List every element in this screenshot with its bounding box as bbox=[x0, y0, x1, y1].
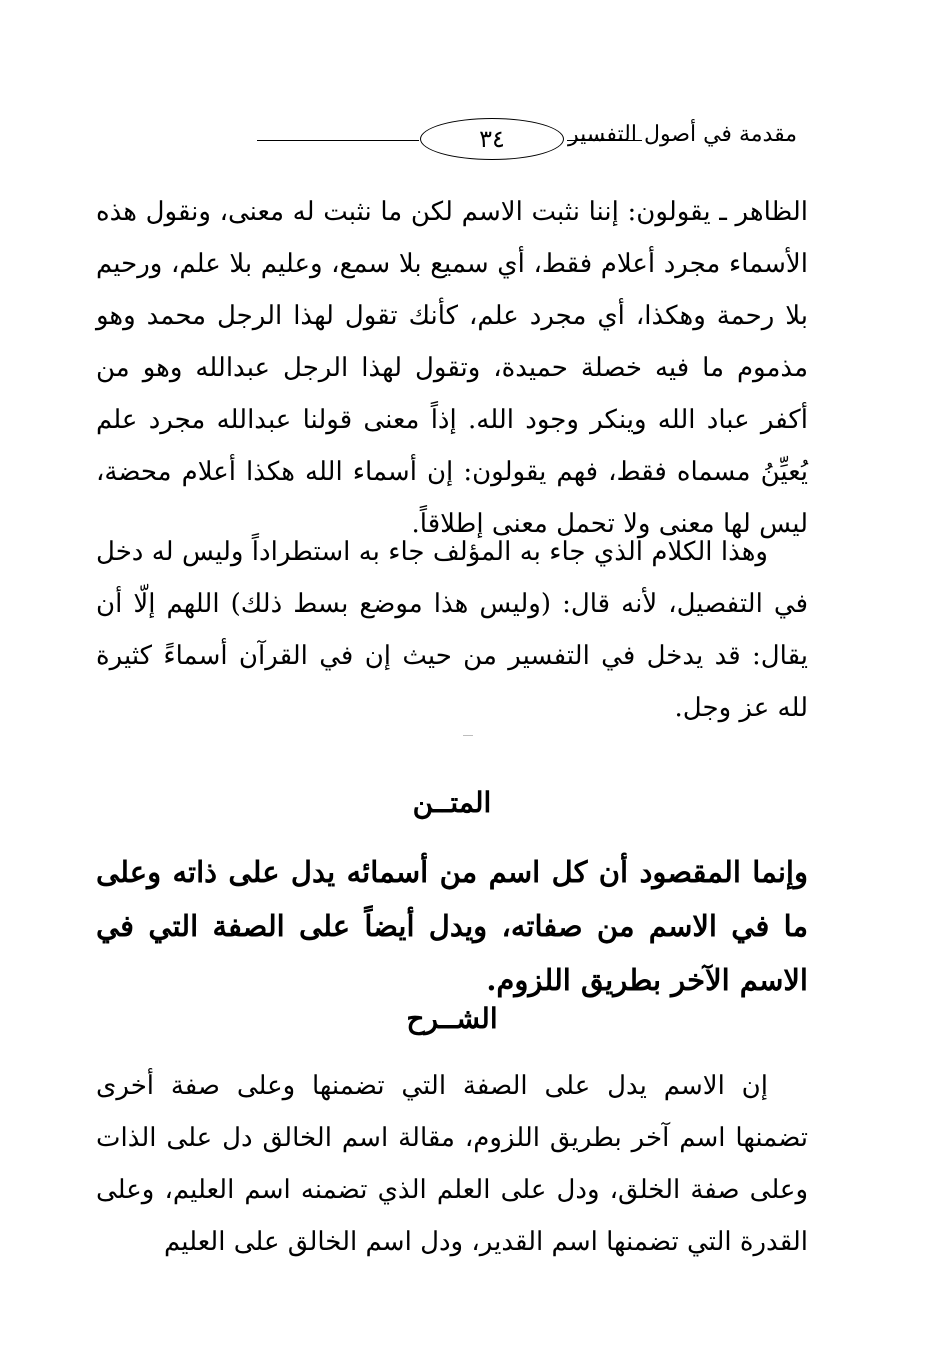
page-number: ٣٤ bbox=[420, 118, 564, 160]
header-rule-left bbox=[257, 140, 419, 141]
running-title: مقدمة في أصول التفسير bbox=[567, 122, 797, 147]
separator-mark bbox=[463, 735, 473, 736]
paragraph-1: الظاهر ـ يقولون: إننا نثبت الاسم لكن ما نثبت له معنى، ونقول هذه الأسماء مجرد أعلام فقط، أي سميع بلا سمع، وعليم بلا علم، ورحيم بلا رحمة وهكذا، أي مجرد علم، كأنك تقول لهذا الرجل محمد وهو مذموم ما فيه خصلة حميدة، وتقول لهذا الرجل عبدالله وهو من أكفر عباد الله وينكر وجود الله. إذاً معنى قولنا عبدالله مجرد علم يُعيِّنُ مسماه فقط، فهم يقولون: إن أسماء الله هكذا أعلام محضة، ليس لها معنى ولا تحمل معنى إطلاقاً. bbox=[96, 197, 808, 539]
matn-heading: المتــن bbox=[412, 786, 492, 819]
paragraph-2: وهذا الكلام الذي جاء به المؤلف جاء به استطراداً وليس له دخل في التفصيل، لأنه قال: (وليس هذا موضع بسط ذلك) اللهم إلّا أن يقال: قد يدخل في التفسير من حيث إن في القرآن أسماءً كثيرة لله عز وجل. bbox=[96, 537, 808, 723]
header-rule-right bbox=[567, 140, 642, 141]
matn-text: وإنما المقصود أن كل اسم من أسمائه يدل على ذاته وعلى ما في الاسم من صفاته، ويدل أيضاً على الصفة التي في الاسم الآخر بطريق اللزوم. bbox=[96, 855, 808, 997]
paragraph-3: إن الاسم يدل على الصفة التي تضمنها وعلى صفة أخرى تضمنها اسم آخر بطريق اللزوم، مقالة اسم الخالق دل على الذات وعلى صفة الخلق، ودل على العلم الذي تضمنه اسم العليم، وعلى القدرة التي تضمنها اسم القدير، ودل اسم الخالق على العليم bbox=[96, 1071, 808, 1257]
sharh-heading: الشــرح bbox=[406, 1002, 498, 1035]
page-header bbox=[82, 112, 797, 162]
